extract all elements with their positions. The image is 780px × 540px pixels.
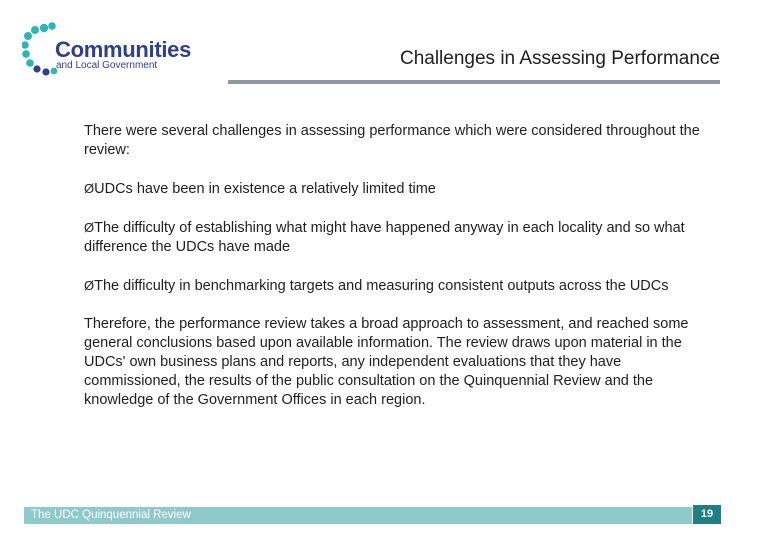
arrow-bullet-icon: Ø bbox=[84, 220, 95, 235]
logo-subtitle: and Local Government bbox=[56, 60, 158, 71]
logo-wordmark: Communities bbox=[55, 37, 192, 62]
page-number: 19 bbox=[693, 505, 721, 524]
logo-dot-ring-icon bbox=[22, 22, 58, 84]
slide-title: Challenges in Assessing Performance bbox=[399, 48, 720, 69]
footer-bar bbox=[24, 507, 692, 524]
bullet-item: ØThe difficulty of establishing what might have happened anyway in each locality and so what difference the UDCs have made bbox=[84, 220, 685, 255]
conclusion-paragraph: Therefore, the performance review takes a broad approach to assessment, and reached some general conclusions based upon available information. The review draws upon material in the UDCs' own business plans and reports, any independent evaluations that they have commissioned, the results of the public consultation on the Quinquennial Review and the knowledge of the Government Offices in each region. bbox=[84, 316, 689, 408]
arrow-bullet-icon: Ø bbox=[84, 181, 95, 196]
bullet-item: ØThe difficulty in benchmarking targets and measuring consistent outputs across the UDCs bbox=[84, 278, 669, 294]
footer-text: The UDC Quinquennial Review bbox=[31, 509, 191, 521]
slide-body bbox=[84, 122, 704, 429]
title-divider bbox=[228, 80, 720, 84]
arrow-bullet-icon: Ø bbox=[84, 278, 95, 293]
bullet-item: ØUDCs have been in existence a relatively limited time bbox=[84, 181, 436, 197]
communities-logo bbox=[22, 22, 204, 84]
intro-paragraph: There were several challenges in assessing performance which were considered throughout the review: bbox=[84, 123, 700, 158]
